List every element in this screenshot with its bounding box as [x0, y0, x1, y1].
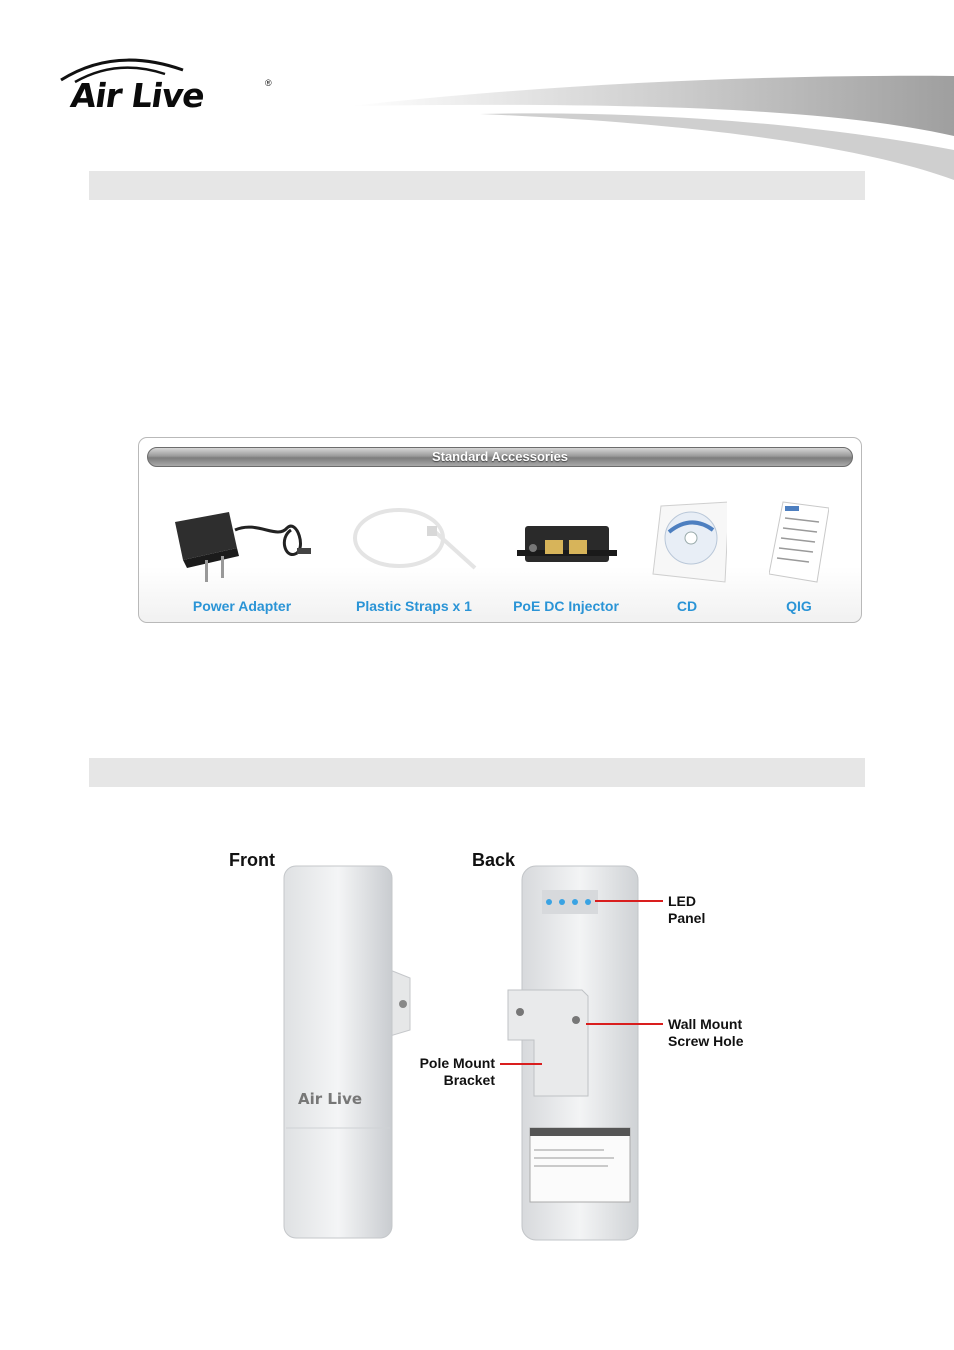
pole-mount-callout: Pole Mount Bracket	[419, 1055, 495, 1088]
accessory-label: Plastic Straps x 1	[356, 598, 472, 614]
section-header-bar	[89, 758, 865, 787]
accessory-qig	[769, 490, 829, 614]
accessory-label: CD	[676, 598, 698, 614]
accessory-plastic-straps	[349, 490, 479, 614]
logo-wordmark: Air Live	[68, 76, 207, 115]
wall-mount-callout: Wall Mount Screw Hole	[668, 1016, 744, 1049]
led-panel-callout: LED Panel	[668, 893, 706, 926]
wall-mount-callout-line	[586, 1023, 663, 1025]
cd-icon	[647, 490, 727, 590]
poe-injector-icon	[511, 490, 621, 590]
accessory-cd	[647, 490, 727, 614]
accessory-poe-injector	[511, 490, 621, 614]
registered-mark: ®	[265, 78, 272, 88]
led-callout-line	[595, 900, 663, 902]
led-indicators	[542, 890, 598, 914]
device-logo: Air Live	[298, 1090, 363, 1108]
front-view-label: Front	[229, 850, 275, 870]
standard-accessories-panel	[138, 437, 862, 623]
accessory-label: PoE DC Injector	[513, 598, 619, 614]
qig-document-icon	[769, 490, 829, 590]
plastic-strap-icon	[349, 490, 479, 590]
device-back-image	[504, 860, 654, 1250]
power-adapter-icon	[167, 490, 317, 590]
back-view-label: Back	[472, 850, 516, 870]
accessories-title: Standard Accessories	[147, 447, 853, 467]
accessory-label: Power Adapter	[192, 598, 292, 614]
accessory-label: QIG	[786, 598, 812, 614]
accessory-power-adapter	[167, 490, 317, 614]
airlive-logo	[55, 52, 285, 114]
device-front-image	[270, 860, 420, 1250]
section-header-bar	[89, 171, 865, 200]
pole-mount-callout-line	[500, 1063, 542, 1065]
